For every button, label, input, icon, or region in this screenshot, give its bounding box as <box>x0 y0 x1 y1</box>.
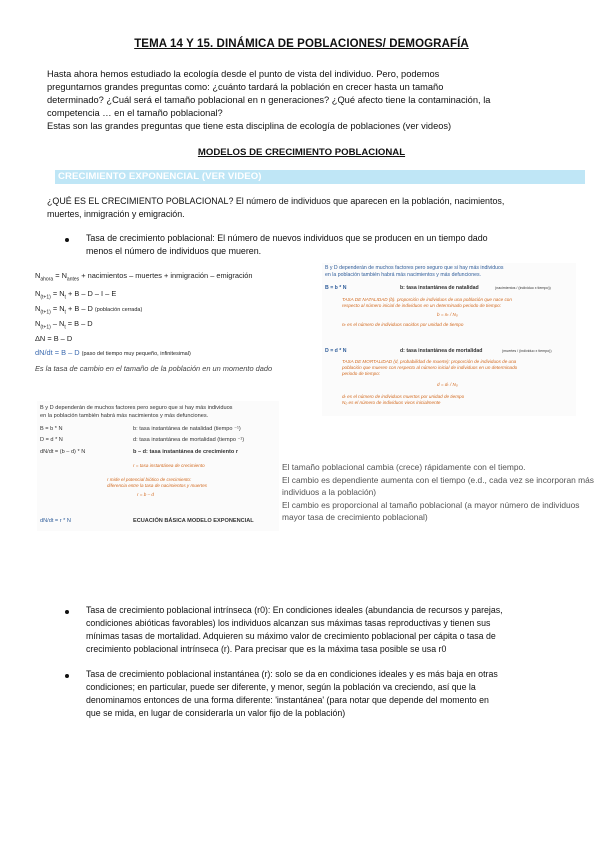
img-text: dN/dt = r * N <box>40 518 71 524</box>
bullet-intrinsic-rate <box>86 604 503 656</box>
page-title: TEMA 14 Y 15. DINÁMICA DE POBLACIONES/ DEMOGRAFÍA <box>134 38 469 50</box>
intro-line: Estas son las grandes preguntas que tiene esta disciplina de ecología de poblaciones (ver videos) <box>47 121 452 131</box>
img-text: B y D dependerán de muchos factores pero seguro que si hay más individuos <box>325 265 504 271</box>
img-text: respecto al número inicial de individuos en un determinado periodo de tiempo: <box>342 303 502 308</box>
img-text: nₜ es el número de individuos nacidos por unidad de tiempo <box>342 322 464 327</box>
img-text: dₜ es el número de individuos muertos por unidad de tiempo <box>342 394 465 399</box>
bullet-line: Tasa de crecimiento poblacional intrínseca (r0): En condiciones ideales (abundancia de recursos y parejas, <box>86 605 503 615</box>
banner-label: CRECIMIENTO EXPONENCIAL (VER VIDEO) <box>58 171 262 182</box>
img-text: población que mueren con respecto al número inicial de individuos en un determinado <box>342 365 518 370</box>
img-text: b: tasa instantánea de natalidad (tiempo ⁻¹) <box>133 426 241 432</box>
bullet-line: crecimiento poblacional intrínseca (r). Para precisar que es la máxima tasa posible se usa r0 <box>86 644 447 654</box>
gray-line: El cambio es dependiente aumenta con el tiempo (e.d., cada vez se incorporan más <box>282 475 594 485</box>
question-paragraph <box>47 195 504 221</box>
img-text: b – d: tasa instantánea de crecimiento r <box>133 449 239 455</box>
equation-5: ΔN = B – D <box>35 334 73 343</box>
bullet-line: que se mida, en lugar de considerarla un valor fijo de la población) <box>86 708 346 718</box>
img-text: dN/dt = (b – d) * N <box>40 449 86 455</box>
section-banner <box>55 170 585 184</box>
gray-line: El tamaño poblacional cambia (crece) rápidamente con el tiempo. <box>282 462 526 472</box>
bullet-line: Tasa de crecimiento poblacional instantánea (r): solo se da en condiciones ideales y es más baja en otras <box>86 669 498 679</box>
intro-line: Hasta ahora hemos estudiado la ecología desde el punto de vista del individuo. Pero, podemos <box>47 69 440 79</box>
intro-line: competencia … en el tamaño poblacional? <box>47 108 223 118</box>
bullet-line: denominamos entonces de una forma diferente: 'instantánea' (para notar que depende del momento en <box>86 695 489 705</box>
question-line: muertes, inmigración y emigración. <box>47 209 185 219</box>
gray-line: individuos a la población) <box>282 487 377 497</box>
img-text: ECUACIÓN BÁSICA MODELO EXPONENCIAL <box>133 518 254 524</box>
bullet-icon <box>65 674 69 678</box>
bullet-line: mínimas tasas de mortalidad. Adquieren su máximo valor de crecimiento poblacional per cápita o tasa de <box>86 631 496 641</box>
gray-explanation <box>282 461 594 523</box>
bullet-line: Tasa de crecimiento poblacional: El número de nuevos individuos que se producen en un tiempo dado <box>86 233 488 243</box>
bullet-line: condiciones; en particular, puede ser diferente, y menor, según la población va creciendo, así que la <box>86 682 476 692</box>
bullet-instantaneous-rate <box>86 668 498 720</box>
img-text: periodo de tiempo: <box>342 371 381 376</box>
img-text: D = d * N <box>40 437 63 443</box>
img-text: d: tasa instantánea de mortalidad <box>400 348 483 354</box>
img-text: TASA DE MORTALIDAD (d, probabilidad de muerte): proporción de individuos de una <box>342 359 517 364</box>
equation-4: $N_{(t+1)} - N_t = B - D$ <box>35 319 93 331</box>
image-left-exponential <box>37 401 279 531</box>
img-text: diferencia entre la tasa de nacimientos y muertes <box>107 483 208 488</box>
image-right-rates <box>322 263 576 416</box>
bullet-icon <box>65 238 69 242</box>
img-text: B y D dependerán de muchos factores pero seguro que si hay más individuos <box>40 405 233 411</box>
img-text: b: tasa instantánea de natalidad <box>400 285 479 291</box>
img-text: N₀ es el número de individuos vivos inicialmente <box>342 400 441 405</box>
equation-6: dN/dt = B – D (paso del tiempo muy pequeño, infinitesimal) <box>35 348 191 357</box>
intro-line: determinado? ¿Cuál será el tamaño poblacional en n generaciones? ¿Qué afecto tiene la contaminación, la <box>47 95 491 105</box>
question-line: ¿QUÉ ES EL CRECIMIENTO POBLACIONAL? El número de individuos que aparecen en la población, nacimientos, <box>47 196 505 206</box>
gray-line: El cambio es proporcional al tamaño poblacional (a mayor número de individuos <box>282 500 580 510</box>
equation-1: $N_{ahora} = N_{antes}$ + nacimientos – muertes + inmigración – emigración <box>35 271 253 283</box>
bullet-line: menos el número de individuos que mueren. <box>86 246 262 256</box>
img-text: (nacimientos / (individuo x tiempo)) <box>495 286 551 290</box>
intro-line: preguntarnos grandes preguntas como: ¿cuánto tardará la población en crecer hasta un tamaño <box>47 82 444 92</box>
equation-7-note: Es la tasa de cambio en el tamaño de la población en un momento dado <box>35 364 273 373</box>
bullet-icon <box>65 610 69 614</box>
bullet-line: condiciones abióticas favorables) los individuos alcanzan sus máximas tasas reproductivas y tienen sus <box>86 618 491 628</box>
img-text: r = tasa instantánea de crecimiento <box>133 463 205 468</box>
equation-3: $N_{(t+1)} = N_t + B - D$ (población cerrada) <box>35 304 143 316</box>
img-text: B = b * N <box>40 426 63 432</box>
equation-2: $N_{(t+1)} = N_t + B - D - I - E$ <box>35 289 117 301</box>
section-heading: MODELOS DE CRECIMIENTO POBLACIONAL <box>197 147 406 158</box>
img-text: B = b * N <box>325 285 347 291</box>
img-text: r mide el potencial biótico de crecimiento: <box>107 477 192 482</box>
img-text: en la población también habrá más nacimientos y más defunciones. <box>325 272 482 278</box>
img-text: (muertes / (individuo x tiempo)) <box>502 349 552 353</box>
bullet-growth-rate <box>86 232 488 258</box>
img-text: r = b – d <box>137 492 154 497</box>
img-text: D = d * N <box>325 348 347 354</box>
gray-line: mayor tasa de crecimiento poblacional) <box>282 512 428 522</box>
img-text: en la población también habrá más nacimientos y más defunciones. <box>40 413 209 419</box>
img-text: b = nₜ / N₀ <box>437 312 458 317</box>
img-text: d: tasa instantánea de mortalidad (tiempo ⁻¹) <box>133 437 245 443</box>
intro-paragraph <box>47 68 557 133</box>
img-text: d = dₜ / N₀ <box>437 382 458 387</box>
img-text: TASA DE NATALIDAD (b). proporción de individuos de una población que nace con <box>342 297 512 302</box>
